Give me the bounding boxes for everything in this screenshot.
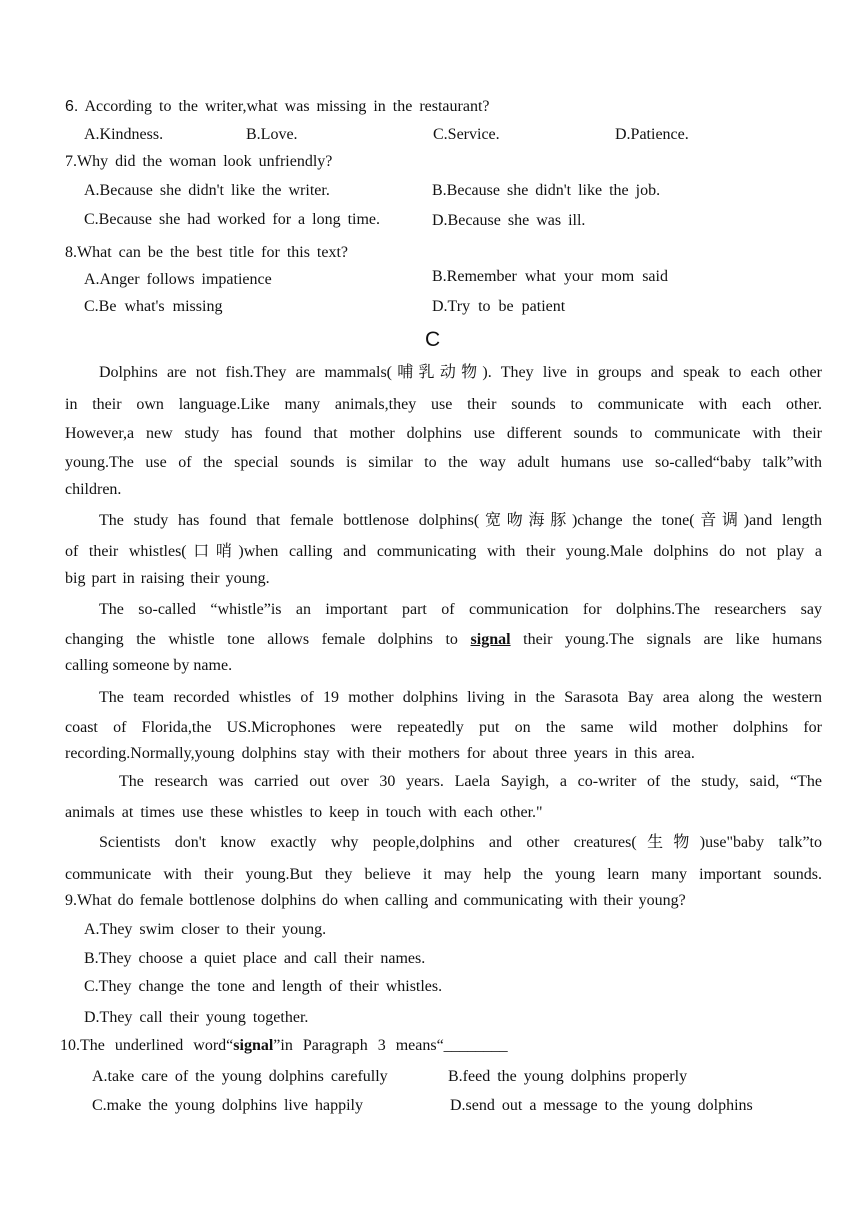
paragraph-1-line: However,a new study has found that mother dolphins use different sounds to communicate with their — [65, 425, 822, 442]
option-b: B.feed the young dolphins properly — [448, 1068, 688, 1085]
option-b: B.Love. — [246, 126, 298, 143]
option-d: D.They call their young together. — [84, 1009, 309, 1026]
option-a: A.Anger follows impatience — [84, 271, 272, 288]
paragraph-4-line: recording.Normally,young dolphins stay with their mothers for about three years in this area. — [65, 745, 695, 762]
option-d: D.Patience. — [615, 126, 689, 143]
paragraph-2-line: The study has found that female bottlenose dolphins(宽吻海豚)change the tone(音调)and length — [99, 512, 822, 529]
option-b: B.Remember what your mom said — [432, 268, 668, 285]
text-run: changing the whistle tone allows female dolphins to — [65, 631, 471, 648]
paragraph-2-line: big part in raising their young. — [65, 570, 270, 587]
option-c: C.Service. — [433, 126, 500, 143]
question-8: 8.What can be the best title for this text? — [65, 244, 349, 261]
paragraph-1-line: children. — [65, 481, 122, 498]
option-a: A.Because she didn't like the writer. — [84, 182, 330, 199]
paragraph-1-line: Dolphins are not fish.They are mammals(哺乳动物). They live in groups and speak to each other — [99, 364, 822, 381]
question-10 — [60, 1036, 508, 1056]
option-c: C.Be what's missing — [84, 298, 223, 315]
option-b: B.They choose a quiet place and call their names. — [84, 950, 426, 967]
option-d: D.send out a message to the young dolphins — [450, 1097, 753, 1114]
paragraph-3-line: The so-called “whistle”is an important part of communication for dolphins.The researchers say — [99, 601, 822, 618]
question-9: 9.What do female bottlenose dolphins do when calling and communicating with their young? — [65, 892, 686, 909]
paragraph-2-line: of their whistles(口哨)when calling and communicating with their young.Male dolphins do not play a — [65, 543, 822, 560]
option-c: C.They change the tone and length of their whistles. — [84, 978, 443, 995]
paragraph-6-line: communicate with their young.But they believe it may help the young learn many important sounds. — [65, 866, 822, 883]
option-c: C.Because she had worked for a long time. — [84, 211, 381, 228]
text-run: 10.The underlined word“ — [60, 1037, 234, 1054]
text-run: ”in Paragraph 3 means“________ — [273, 1037, 508, 1054]
option-d: D.Because she was ill. — [432, 212, 586, 229]
bold-word-signal: signal — [233, 1037, 274, 1054]
paragraph-3-line — [65, 630, 822, 650]
option-a: A.They swim closer to their young. — [84, 921, 327, 938]
paragraph-6-line: Scientists don't know exactly why people,dolphins and other creatures(生物)use"baby talk”to — [99, 834, 822, 851]
paragraph-1-line: young.The use of the special sounds is similar to the way adult humans use so-called“baby talk”with — [65, 454, 822, 471]
option-d: D.Try to be patient — [432, 298, 566, 315]
question-text: According to the writer,what was missing in the restaurant? — [84, 98, 490, 115]
option-b: B.Because she didn't like the job. — [432, 182, 661, 199]
question-number: 6. — [65, 98, 79, 115]
paragraph-5-line: animals at times use these whistles to keep in touch with each other." — [65, 804, 543, 821]
section-title: C — [425, 328, 441, 351]
option-a: A.Kindness. — [84, 126, 164, 143]
underlined-word-signal: signal — [470, 631, 511, 648]
question-6 — [65, 97, 490, 117]
option-c: C.make the young dolphins live happily — [92, 1097, 363, 1114]
option-a: A.take care of the young dolphins carefully — [92, 1068, 388, 1085]
paragraph-3-line: calling someone by name. — [65, 657, 233, 674]
paragraph-4-line: The team recorded whistles of 19 mother dolphins living in the Sarasota Bay area along the western — [99, 689, 822, 706]
paragraph-1-line: in their own language.Like many animals,they use their sounds to communicate with each other. — [65, 396, 822, 413]
question-7: 7.Why did the woman look unfriendly? — [65, 153, 333, 170]
text-run: their young.The signals are like humans — [510, 631, 823, 648]
paragraph-5-line: The research was carried out over 30 years. Laela Sayigh, a co-writer of the study, said, “The — [119, 773, 822, 790]
paragraph-4-line: coast of Florida,the US.Microphones were repeatedly put on the same wild mother dolphins for — [65, 719, 822, 736]
